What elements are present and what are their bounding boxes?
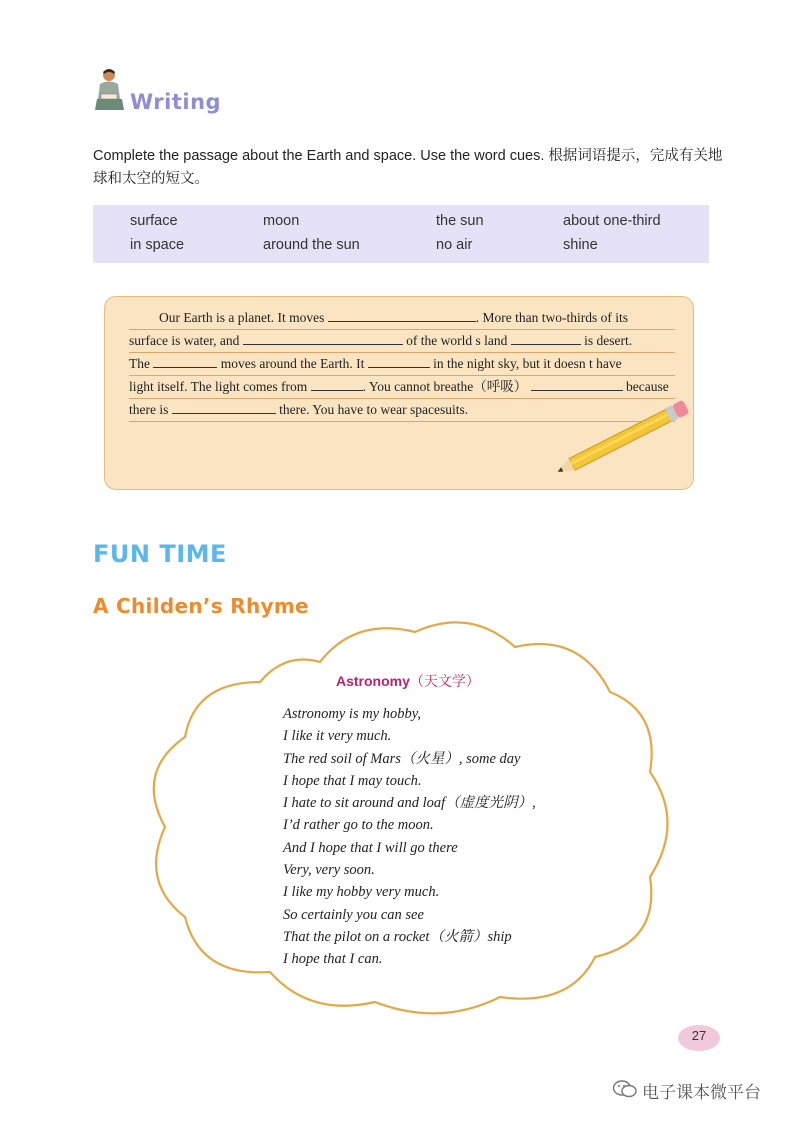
poem-title-cn: （天文学） [409,673,480,689]
passage-text: there. You have to wear spacesuits. [279,402,469,417]
word-cue: no air [436,237,473,253]
word-cue: surface [130,213,178,229]
poem-title [336,671,480,691]
passage-text: light itself. The light comes from [129,379,308,394]
poem-line: I like my hobby very much. [283,884,440,901]
word-cue: in space [130,237,185,253]
answer-blank[interactable] [172,399,276,414]
wechat-icon [612,1079,638,1099]
passage-text: moves around the Earth. It [220,356,365,371]
poem-line: The red soil of Mars（火星）, some day [283,750,521,767]
word-cue: about one-third [563,213,661,229]
passage-text: is desert. [584,333,633,348]
passage-text: of the world s land [406,333,508,348]
rhyme-title: A Childen’s Rhyme [93,594,309,618]
passage-text: . You cannot breathe（呼吸） [362,379,528,394]
answer-blank[interactable] [328,307,476,322]
fun-time-title: FUN TIME [93,540,227,568]
word-cue: moon [263,213,300,229]
poem-line: And I hope that I will go there [283,839,458,856]
passage-line [129,330,675,353]
answer-blank[interactable] [511,330,581,345]
poem-line: Astronomy is my hobby, [283,706,422,722]
passage-text: . More than two-thirds of its [475,310,628,325]
answer-blank[interactable] [368,353,430,368]
poem [283,703,536,971]
word-cue: shine [563,237,598,253]
poem-title-text: Astronomy [336,673,410,689]
instructions: Complete the passage about the Earth and space. Use the word cues. 根据词语提示，完成有关地球和太空的短文。 [93,148,723,187]
answer-blank[interactable] [243,330,403,345]
passage-line [129,307,675,330]
poem-line: I’d rather go to the moon. [283,817,434,834]
word-cue: the sun [436,213,484,229]
passage-text: there is [129,402,169,417]
answer-blank[interactable] [311,376,363,391]
answer-blank[interactable] [153,353,217,368]
poem-line: Very, very soon. [283,862,375,879]
poem-line: That the pilot on a rocket（火箭）ship [283,928,512,945]
page-number: 27 [691,1028,707,1043]
watermark: 电子课本微平台 [642,1083,761,1102]
pencil-icon [548,398,698,480]
word-cue-box [93,205,709,263]
passage-line [129,353,675,376]
word-cue: around the sun [263,237,360,253]
poem-line: I hope that I may touch. [283,772,422,789]
passage-text: because [625,379,669,394]
section-title-writing: Writing [130,90,222,114]
answer-blank[interactable] [531,376,623,391]
passage-text: The [129,356,150,371]
passage-text: surface is water, and [129,333,240,348]
poem-line: I hate to sit around and loaf（虚度光阴）, [283,795,536,812]
poem-line: I hope that I can. [283,951,383,968]
passage-text: in the night sky, but it doesn t have [433,356,622,371]
poem-line: I like it very much. [283,728,392,745]
boy-writing-icon [92,66,126,114]
passage-line [129,376,675,399]
poem-line: So certainly you can see [283,906,424,923]
passage-text: Our Earth is a planet. It moves [159,310,325,325]
